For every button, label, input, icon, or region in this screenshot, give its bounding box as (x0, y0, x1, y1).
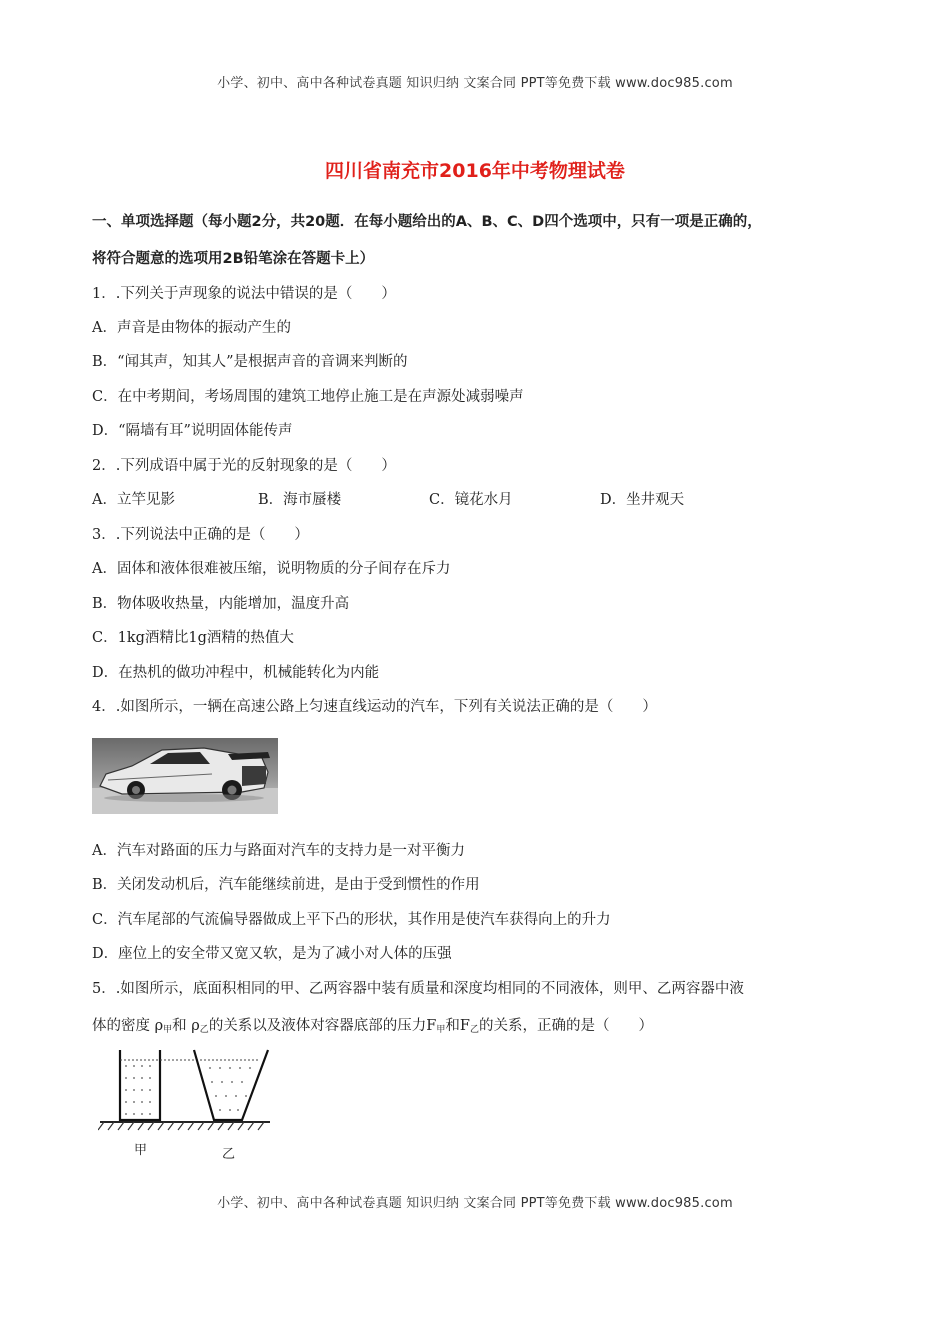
page-title: 四川省南充市2016年中考物理试卷 (325, 160, 625, 182)
q2-option-a: A．立竿见影 (92, 492, 175, 508)
q4-option-a: A．汽车对路面的压力与路面对汽车的支持力是一对平衡力 (92, 843, 465, 859)
q2-stem: 2．.下列成语中属于光的反射现象的是（ ） (92, 458, 396, 474)
q5-sub-yi: 乙 (199, 1025, 209, 1035)
q3-stem: 3．.下列说法中正确的是（ ） (92, 527, 309, 543)
q5-text-c: 的关系以及液体对容器底部的压力F (208, 1018, 437, 1034)
q5-sub-jia: 甲 (163, 1025, 173, 1035)
q1-option-b: B．“闻其声，知其人”是根据声音的音调来判断的 (92, 354, 408, 370)
page-footer: 小学、初中、高中各种试卷真题 知识归纳 文案合同 PPT等免费下载 www.doc985.com (217, 1196, 733, 1211)
label-yi: 乙 (222, 1147, 236, 1162)
label-jia: 甲 (134, 1143, 148, 1158)
q5-stem-line1: 5．.如图所示，底面积相同的甲、乙两容器中装有质量和深度均相同的不同液体，则甲、乙两容器中液 (92, 981, 744, 997)
q4-option-c: C．汽车尾部的气流偏导器做成上平下凸的形状，其作用是使汽车获得向上的升力 (92, 912, 611, 928)
q5-text-d: 和F (445, 1018, 470, 1034)
q5-text-b: 和 ρ (172, 1018, 200, 1034)
q5-sub-yi-2: 乙 (469, 1025, 479, 1035)
q5-text-e: 的关系，正确的是（ ） (478, 1018, 653, 1034)
q2-option-b: B．海市蜃楼 (258, 492, 342, 508)
q5-sub-jia-2: 甲 (436, 1025, 446, 1035)
q5-stem-line2 (92, 1014, 653, 1035)
q3-option-d: D．在热机的做功冲程中，机械能转化为内能 (92, 665, 380, 681)
q1-option-d: D．“隔墙有耳”说明固体能传声 (92, 423, 293, 439)
q1-stem: 1．.下列关于声现象的说法中错误的是（ ） (92, 286, 396, 302)
q3-option-c: C．1kg酒精比1g酒精的热值大 (92, 630, 294, 646)
q1-option-c: C．在中考期间，考场周围的建筑工地停止施工是在声源处减弱噪声 (92, 389, 524, 405)
q2-option-d: D．坐井观天 (600, 492, 685, 508)
car-photo-icon (92, 738, 278, 814)
q4-option-b: B．关闭发动机后，汽车能继续前进，是由于受到惯性的作用 (92, 877, 480, 893)
q5-text-a: 体的密度 ρ (92, 1018, 164, 1034)
q2-option-c: C．镜花水月 (429, 492, 513, 508)
q3-option-b: B．物体吸收热量，内能增加，温度升高 (92, 596, 350, 612)
q1-option-a: A．声音是由物体的振动产生的 (92, 320, 291, 336)
q4-option-d: D．座位上的安全带又宽又软，是为了减小对人体的压强 (92, 946, 452, 962)
vessel-diagram-icon (98, 1046, 278, 1164)
page-header: 小学、初中、高中各种试卷真题 知识归纳 文案合同 PPT等免费下载 www.doc985.com (217, 76, 733, 91)
section-heading-line1: 一、单项选择题（每小题2分，共20题．在每小题给出的A、B、C、D四个选项中，只有一项是正确的， (92, 214, 762, 230)
section-heading-line2: 将符合题意的选项用2B铅笔涂在答题卡上） (92, 251, 375, 267)
q4-stem: 4．.如图所示，一辆在高速公路上匀速直线运动的汽车，下列有关说法正确的是（ ） (92, 699, 657, 715)
q3-option-a: A．固体和液体很难被压缩，说明物质的分子间存在斥力 (92, 561, 451, 577)
